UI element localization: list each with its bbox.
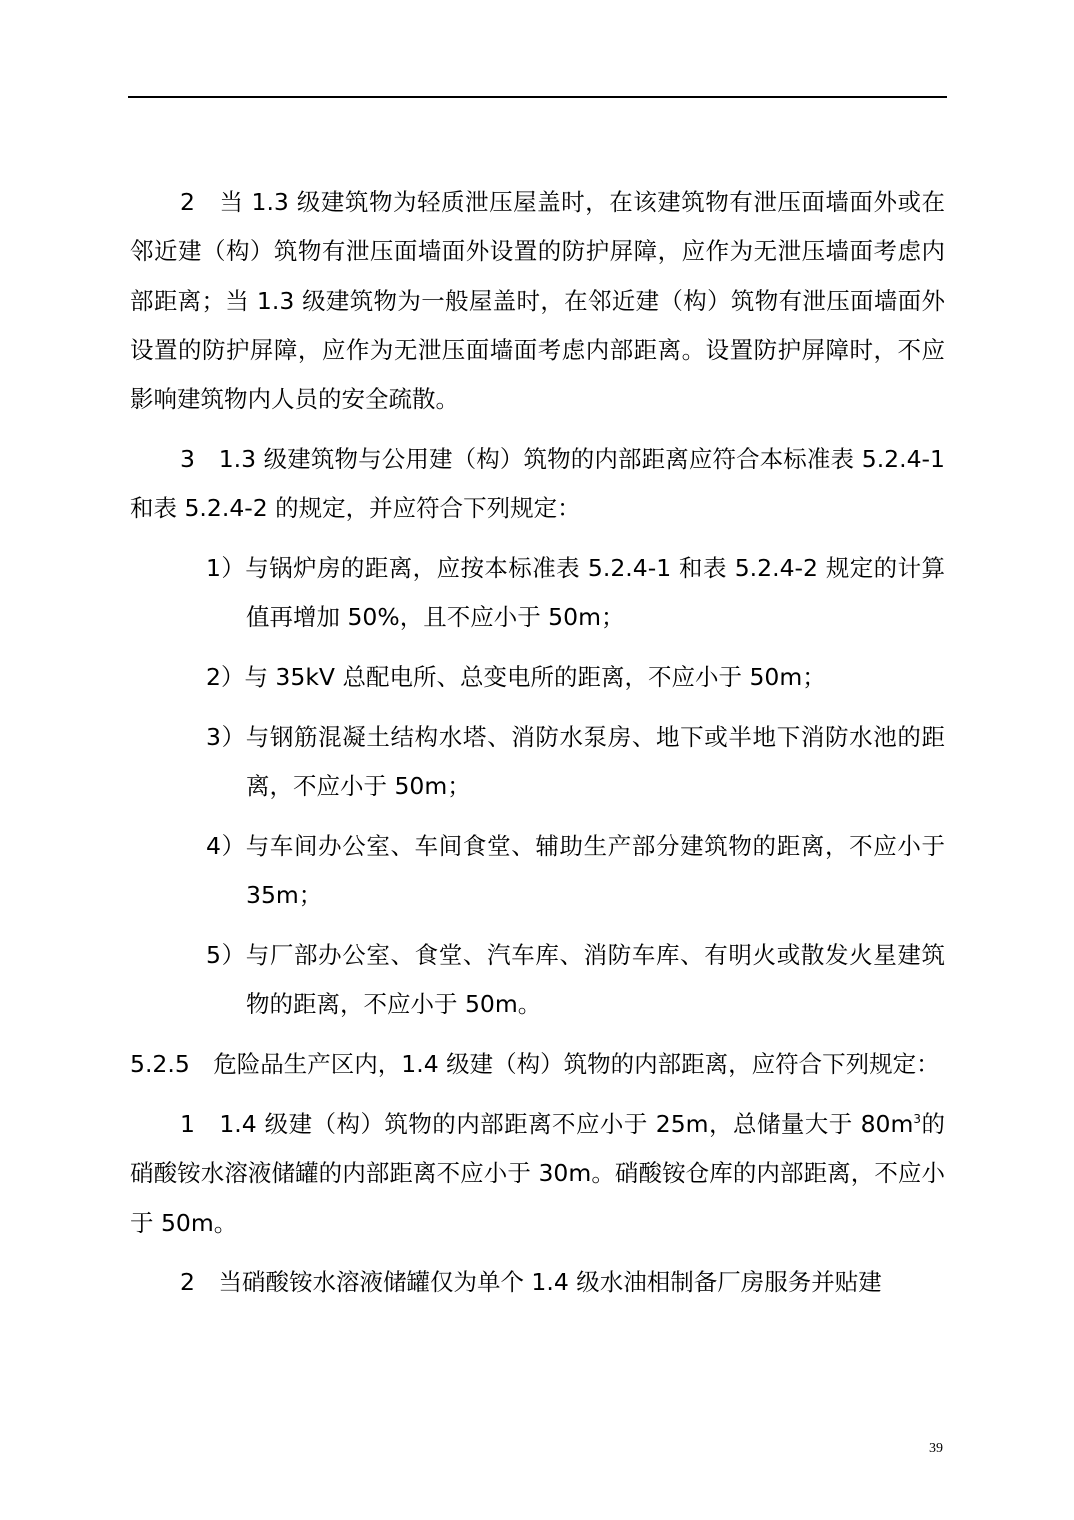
header-rule [128,96,947,98]
paragraph-clause-1-part-b: 的硝酸铵水溶液储罐的内部距离不应小于 30m。硝酸铵仓库的内部距离，不应小于 50m。 [130,1110,945,1237]
paragraph-clause-2: 2 当 1.3 级建筑物为轻质泄压屋盖时，在该建筑物有泄压面墙面外或在邻近建（构）筑物有泄压面墙面外设置的防护屏障，应作为无泄压墙面考虑内部距离；当 1.3 级建筑物为一般屋盖时，在邻近建（构）筑物有泄压面墙面外设置的防护屏障，应作为无泄压面墙面考虑内部距离。设置防护屏障时，不应影响建筑物内人员的安全疏散。 [130,188,945,414]
list-item-2: 2）与 35kV 总配电所、总变电所的距离，不应小于 50m； [206,663,826,692]
paragraph-clause-3: 3 1.3 级建筑物与公用建（构）筑物的内部距离应符合本标准表 5.2.4-1 和表 5.2.4-2 的规定，并应符合下列规定： [130,444,945,523]
list-item-1: 1）与锅炉房的距离，应按本标准表 5.2.4-1 和表 5.2.4-2 规定的计算值再增加 50%，且不应小于 50m； [206,554,945,632]
list-item-3: 3）与钢筋混凝土结构水塔、消防水泵房、地下或半地下消防水池的距离，不应小于 50m； [206,722,945,801]
list-item-5: 5）与厂部办公室、食堂、汽车库、消防车库、有明火或散发火星建筑物的距离，不应小于 50m。 [206,941,945,1019]
paragraph-clause-1-part-a: 1 1.4 级建（构）筑物的内部距离不应小于 25m，总储量大于 80m [180,1110,914,1139]
section-5-2-5: 5.2.5 危险品生产区内，1.4 级建（构）筑物的内部距离，应符合下列规定： [130,1050,940,1079]
paragraph-clause-2b: 2 当硝酸铵水溶液储罐仅为单个 1.4 级水油相制备厂房服务并贴建 [180,1268,882,1297]
paragraph-clause-1 [130,1100,945,1248]
list-item-4: 4）与车间办公室、车间食堂、辅助生产部分建筑物的距离，不应小于 35m； [206,832,945,910]
document-body [130,178,945,1318]
superscript-cubic: 3 [913,1112,922,1127]
page-number: 39 [929,1441,943,1456]
